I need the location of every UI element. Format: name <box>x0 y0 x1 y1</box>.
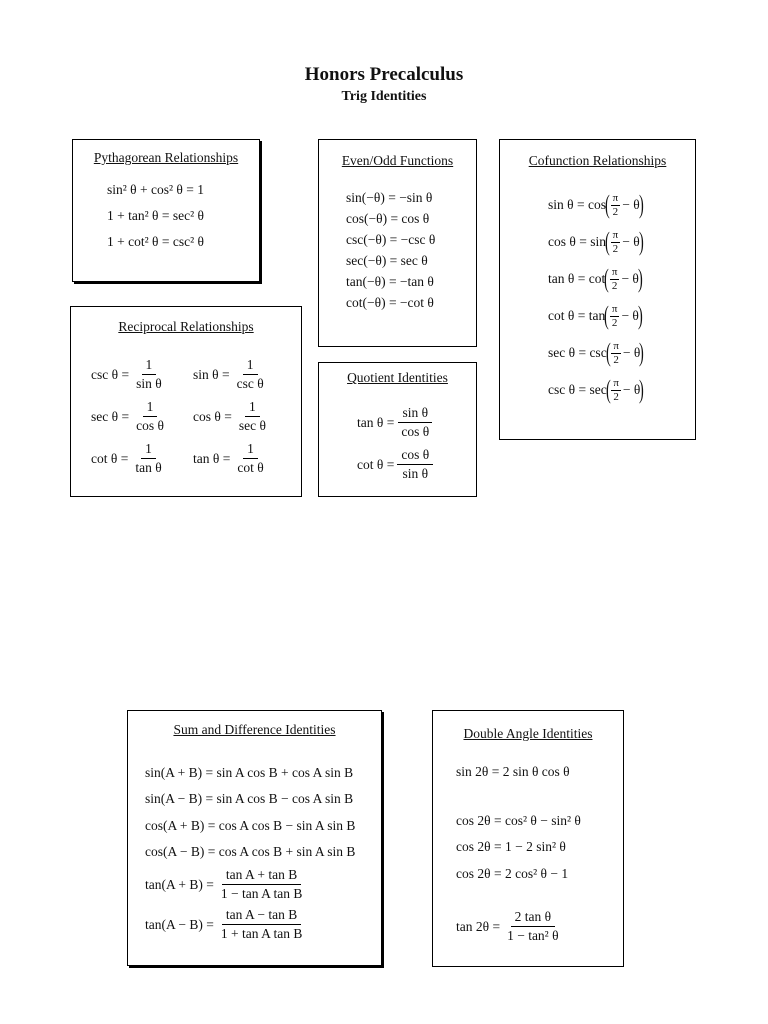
right-paren: ) <box>638 227 644 257</box>
fraction <box>217 867 307 902</box>
fraction-denominator: cot θ <box>237 460 264 476</box>
reciprocal-title: Reciprocal Relationships <box>118 319 254 334</box>
fraction-denominator: sin θ <box>402 466 429 482</box>
formula-tail: − θ <box>621 271 639 287</box>
formula-tail: − θ <box>622 197 640 213</box>
fraction-denominator: sin θ <box>136 376 162 392</box>
sum-difference-identity: cos(A + B) = cos A cos B − sin A sin B <box>145 818 356 833</box>
pythagorean-title: Pythagorean Relationships <box>93 150 239 165</box>
left-paren: ( <box>604 264 609 294</box>
left-paren: ( <box>604 227 610 257</box>
fraction-numerator: 1 <box>142 357 157 375</box>
formula-lhs: tan 2θ = <box>456 918 501 934</box>
fraction-numerator: 1 <box>141 441 156 459</box>
fraction <box>611 377 621 403</box>
fraction <box>611 192 621 218</box>
reciprocal-box <box>70 306 302 497</box>
right-paren: ) <box>639 338 645 368</box>
cofunction-title: Cofunction Relationships <box>528 153 667 168</box>
sum-difference-box <box>127 710 382 966</box>
right-paren: ) <box>637 264 643 294</box>
fraction-numerator: π <box>613 377 619 389</box>
fraction-numerator: sin θ <box>398 405 432 423</box>
formula-lhs: cos θ = sin <box>548 234 606 250</box>
pythagorean-box <box>72 139 260 282</box>
fraction <box>611 340 621 366</box>
formula-lhs: sec θ = csc <box>548 345 607 361</box>
left-paren: ( <box>605 375 611 405</box>
formula-lhs: sin θ = cos <box>548 197 606 213</box>
fraction-numerator: 1 <box>243 357 258 375</box>
quotient-identity <box>357 447 436 482</box>
formula-lhs: cot θ = <box>357 456 395 472</box>
formula-lhs: csc θ = sec <box>548 382 607 398</box>
fraction-denominator: 2 <box>611 279 618 292</box>
formula-lhs: sec θ = <box>91 408 130 424</box>
fraction <box>217 907 307 942</box>
fraction-numerator: 1 <box>245 399 260 417</box>
double-angle-title: Double Angle Identities <box>463 726 593 741</box>
fraction <box>131 441 165 476</box>
double-angle-box <box>432 710 624 967</box>
fraction <box>397 447 433 482</box>
fraction <box>233 357 268 392</box>
even-odd-identity: tan(−θ) = −tan θ <box>346 274 434 289</box>
even-odd-title: Even/Odd Functions <box>341 153 454 168</box>
fraction <box>233 441 267 476</box>
fraction-numerator: π <box>612 229 619 241</box>
sum-difference-identity: cos(A − B) = cos A cos B + sin A sin B <box>145 844 356 859</box>
fraction <box>397 405 433 440</box>
fraction <box>132 357 166 392</box>
reciprocal-identity <box>91 399 171 434</box>
sum-difference-tan-identity <box>145 907 309 942</box>
formula-tail: − θ <box>621 308 639 324</box>
fraction-denominator: 1 + tan A tan B <box>220 926 303 942</box>
formula-lhs: tan(A + B) = <box>145 876 214 892</box>
formula-lhs: tan(A − B) = <box>145 916 214 932</box>
cofunction-identity <box>548 303 642 329</box>
fraction-denominator: 2 <box>612 205 619 218</box>
formula-lhs: cos θ = <box>193 408 232 424</box>
cofunction-identity <box>548 229 642 255</box>
even-odd-identity: cot(−θ) = −cot θ <box>346 295 434 310</box>
sum-difference-title: Sum and Difference Identities <box>173 722 336 737</box>
fraction <box>610 266 620 292</box>
formula-lhs: csc θ = <box>91 366 130 382</box>
fraction-denominator: 1 − tan² θ <box>507 928 559 944</box>
formula-lhs: cot θ = tan <box>548 308 606 324</box>
double-angle-identity: cos 2θ = 2 cos² θ − 1 <box>456 866 569 881</box>
fraction <box>235 399 270 434</box>
formula-lhs: sin θ = <box>193 366 230 382</box>
fraction-denominator: 1 − tan A tan B <box>220 886 303 902</box>
double-angle-identity: sin 2θ = 2 sin θ cos θ <box>456 764 570 779</box>
fraction <box>611 229 621 255</box>
formula-lhs: tan θ = cot <box>548 271 606 287</box>
fraction-denominator: 2 <box>613 353 619 366</box>
right-paren: ) <box>637 301 643 331</box>
cofunction-identity <box>548 340 643 366</box>
quotient-identity <box>357 405 436 440</box>
pythagorean-identity: sin² θ + cos² θ = 1 <box>107 182 205 197</box>
page-title: Honors Precalculus <box>304 64 464 85</box>
formula-lhs: tan θ = <box>357 414 395 430</box>
fraction-numerator: π <box>611 303 618 315</box>
fraction-denominator: 2 <box>612 242 619 255</box>
formula-tail: − θ <box>622 382 641 398</box>
fraction <box>610 303 620 329</box>
quotient-box <box>318 362 477 497</box>
sum-difference-identity: sin(A + B) = sin A cos B + cos A sin B <box>145 765 354 780</box>
cofunction-identity <box>548 266 642 292</box>
fraction-numerator: π <box>613 340 619 352</box>
quotient-title: Quotient Identities <box>347 370 448 385</box>
fraction-numerator: 1 <box>143 399 158 417</box>
reciprocal-identity <box>91 441 169 476</box>
fraction-denominator: sec θ <box>238 418 266 434</box>
fraction-numerator: tan A + tan B <box>222 867 301 885</box>
formula-lhs: tan θ = <box>193 450 231 466</box>
even-odd-identity: cos(−θ) = cos θ <box>346 211 430 226</box>
even-odd-identity: sin(−θ) = −sin θ <box>346 190 433 205</box>
fraction-denominator: csc θ <box>236 376 264 392</box>
reciprocal-identity <box>193 399 273 434</box>
right-paren: ) <box>638 190 644 220</box>
cofunction-identity <box>548 192 642 218</box>
left-paren: ( <box>605 338 611 368</box>
formula-tail: − θ <box>622 234 640 250</box>
pythagorean-identity: 1 + cot² θ = csc² θ <box>107 234 204 249</box>
cofunction-identity <box>548 377 643 403</box>
reciprocal-identity <box>193 441 271 476</box>
even-odd-identity: sec(−θ) = sec θ <box>346 253 428 268</box>
formula-lhs: cot θ = <box>91 450 129 466</box>
formula-tail: − θ <box>622 345 641 361</box>
fraction <box>132 399 168 434</box>
double-angle-identity: cos 2θ = cos² θ − sin² θ <box>456 813 581 828</box>
fraction-numerator: 1 <box>243 441 258 459</box>
page-subtitle: Trig Identities <box>341 89 427 104</box>
fraction-numerator: cos θ <box>397 447 433 465</box>
fraction-numerator: π <box>611 266 618 278</box>
even-odd-box <box>318 139 477 347</box>
sum-difference-tan-identity <box>145 867 309 902</box>
fraction-denominator: tan θ <box>135 460 162 476</box>
fraction <box>503 909 563 944</box>
fraction-numerator: π <box>612 192 619 204</box>
fraction-numerator: 2 tan θ <box>511 909 555 927</box>
even-odd-identity: csc(−θ) = −csc θ <box>346 232 436 247</box>
sum-difference-identity: sin(A − B) = sin A cos B − cos A sin B <box>145 791 354 806</box>
fraction-denominator: cos θ <box>136 418 164 434</box>
pythagorean-identity: 1 + tan² θ = sec² θ <box>107 208 204 223</box>
double-angle-identity: cos 2θ = 1 − 2 sin² θ <box>456 839 566 854</box>
cofunction-box <box>499 139 696 440</box>
fraction-denominator: cos θ <box>401 424 430 440</box>
reciprocal-identity <box>193 357 271 392</box>
fraction-numerator: tan A − tan B <box>222 907 301 925</box>
fraction-denominator: 2 <box>613 390 619 403</box>
left-paren: ( <box>604 301 609 331</box>
left-paren: ( <box>604 190 610 220</box>
right-paren: ) <box>639 375 645 405</box>
fraction-denominator: 2 <box>611 316 618 329</box>
reciprocal-identity <box>91 357 169 392</box>
double-angle-tan-identity <box>456 909 566 944</box>
